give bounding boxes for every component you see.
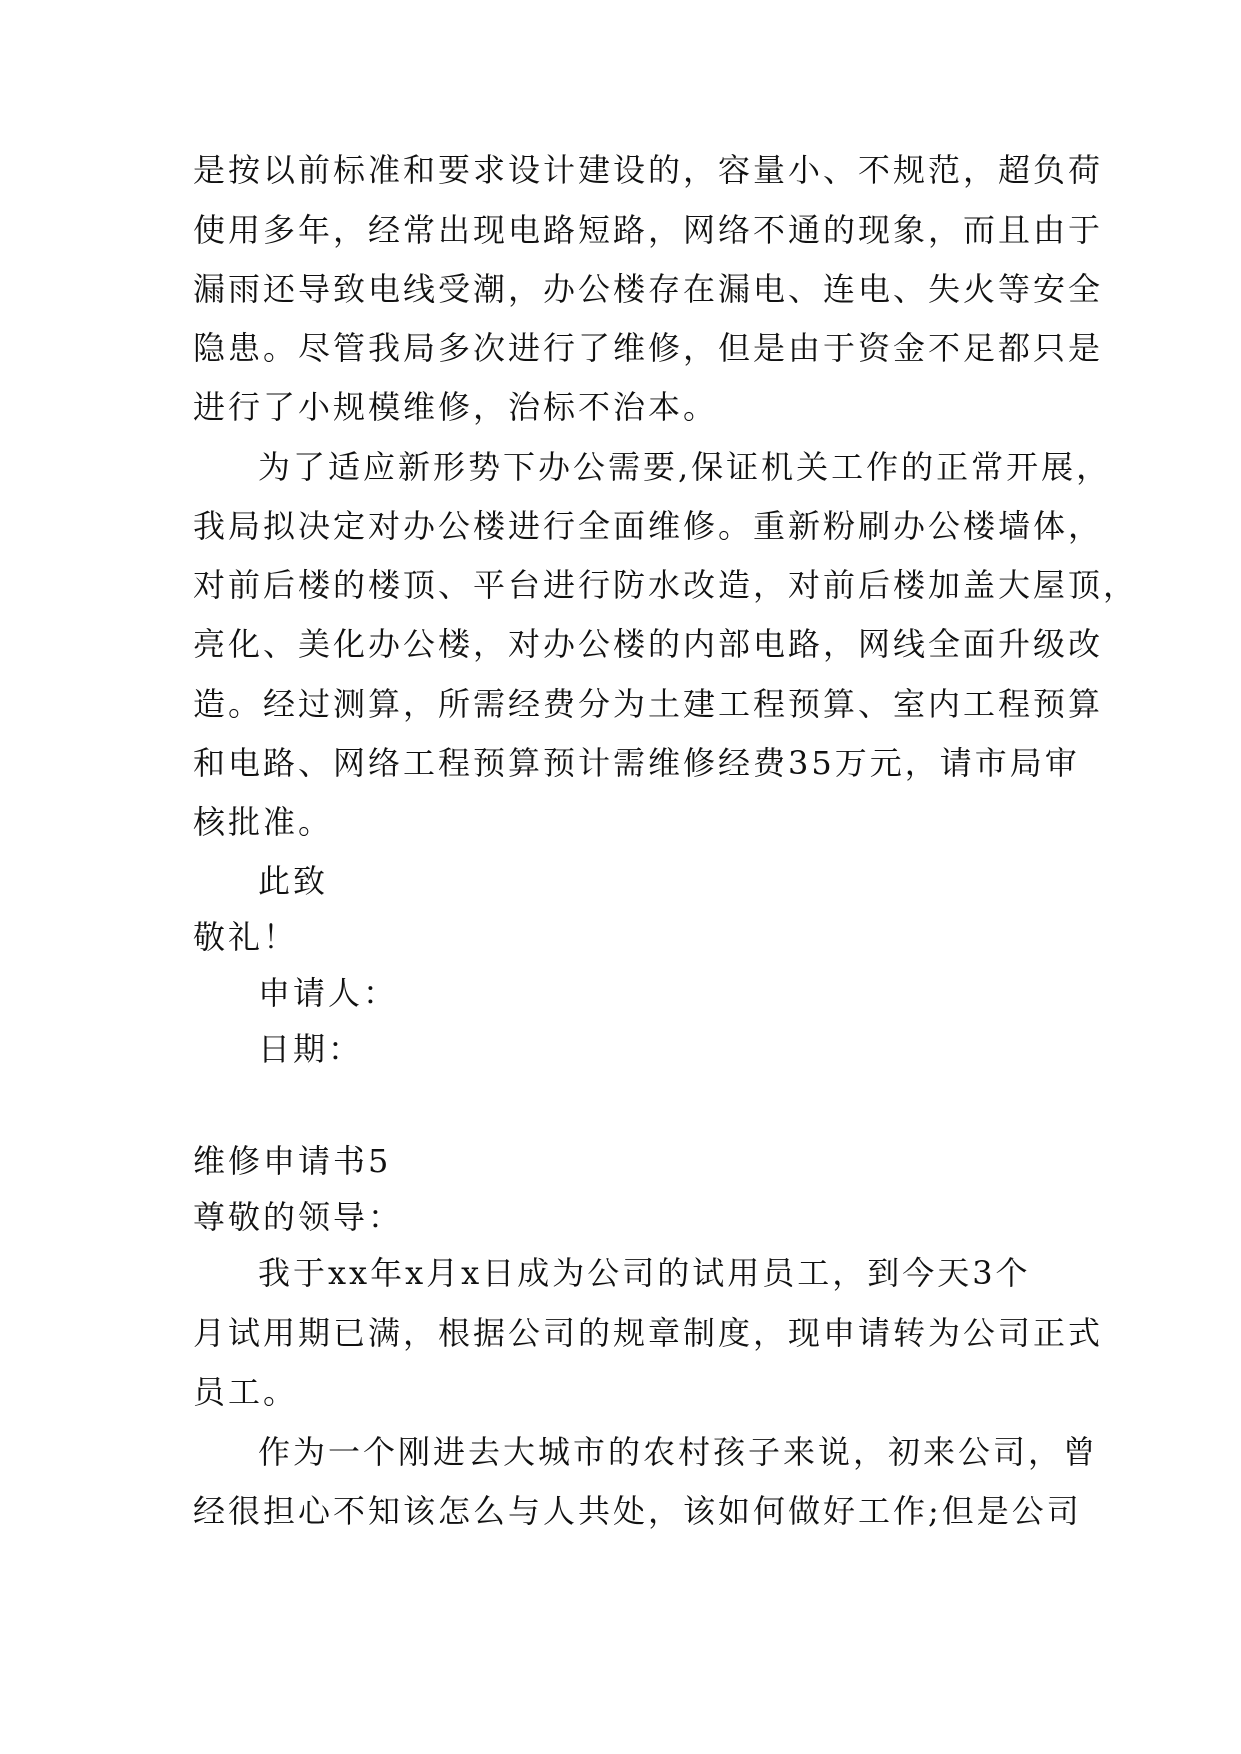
paragraph-line: 月试用期已满，根据公司的规章制度，现申请转为公司正式 [193, 1314, 1104, 1352]
paragraph-line: 漏雨还导致电线受潮，办公楼存在漏电、连电、失火等安全 [193, 270, 1104, 308]
paragraph-line: 我局拟决定对办公楼进行全面维修。重新粉刷办公楼墙体， [193, 507, 1104, 545]
section-title: 维修申请书5 [193, 1142, 392, 1180]
paragraph-line: 对前后楼的楼顶、平台进行防水改造，对前后楼加盖大屋顶， [193, 566, 1139, 604]
paragraph-line: 进行了小规模维修，治标不治本。 [193, 388, 719, 426]
paragraph-line: 经很担心不知该怎么与人共处，该如何做好工作;但是公司 [193, 1492, 1082, 1530]
salutation-line: 敬礼！ [193, 918, 299, 956]
paragraph-line: 使用多年，经常出现电路短路，网络不通的现象，而且由于 [193, 211, 1104, 249]
paragraph-line: 作为一个刚进去大城市的农村孩子来说，初来公司，曾 [258, 1433, 1099, 1471]
closing-line: 此致 [258, 862, 329, 900]
date-line: 日期： [258, 1030, 364, 1068]
paragraph-line: 隐患。尽管我局多次进行了维修，但是由于资金不足都只是 [193, 329, 1104, 367]
greeting-line: 尊敬的领导： [193, 1198, 404, 1236]
paragraph-line: 员工。 [193, 1373, 299, 1411]
applicant-line: 申请人： [258, 974, 399, 1012]
paragraph-line: 亮化、美化办公楼，对办公楼的内部电路，网线全面升级改 [193, 625, 1104, 663]
paragraph-line: 是按以前标准和要求设计建设的，容量小、不规范，超负荷 [193, 151, 1104, 189]
paragraph-line: 和电路、网络工程预算预计需维修经费35万元，请市局审 [193, 744, 1080, 782]
paragraph-line: 核批准。 [193, 803, 334, 841]
paragraph-line: 我于xx年x月x日成为公司的试用员工，到今天3个 [258, 1254, 1031, 1292]
paragraph-line: 为了适应新形势下办公需要,保证机关工作的正常开展， [258, 448, 1112, 486]
paragraph-line: 造。经过测算，所需经费分为土建工程预算、室内工程预算 [193, 685, 1104, 723]
